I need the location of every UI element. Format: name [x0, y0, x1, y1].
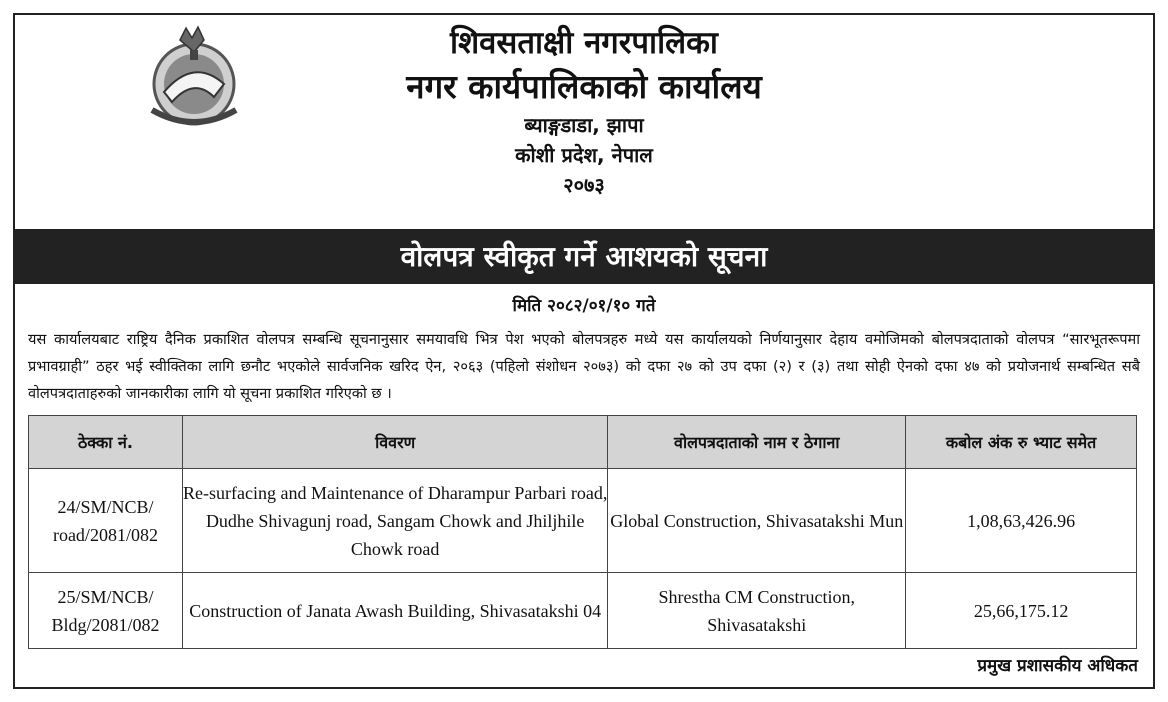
table-header-row: [29, 416, 1137, 469]
header-amount: कबोल अंक रु भ्याट समेत: [906, 416, 1137, 469]
contract-no-cell: 25/SM/NCB/ Bldg/2081/082: [29, 573, 183, 649]
contract-no-cell: 24/SM/NCB/ road/2081/082: [29, 469, 183, 573]
bidder-cell: Global Construction, Shivasatakshi Mun: [608, 469, 906, 573]
signature: प्रमुख प्रशासकीय अधिकत: [977, 656, 1138, 676]
office-name: नगर कार्यपालिकाको कार्यालय: [406, 67, 762, 106]
description-cell: Re-surfacing and Maintenance of Dharampur Parbari road, Dudhe Shivagunj road, Sangam Chowk and Jhiljhile Chowk road: [182, 469, 608, 573]
year: २०७३: [563, 173, 605, 197]
bidder-cell: Shrestha CM Construction, Shivasatakshi: [608, 573, 906, 649]
header-bidder: वोलपत्रदाताको नाम र ठेगाना: [608, 416, 906, 469]
table-row: [29, 573, 1137, 649]
notice-title-banner: वोलपत्र स्वीकृत गर्ने आशयको सूचना: [13, 229, 1155, 284]
province: कोशी प्रदेश, नेपाल: [515, 143, 653, 167]
header: [0, 22, 1168, 200]
bids-table: [28, 415, 1137, 649]
org-name: शिवसताक्षी नगरपालिका: [450, 25, 718, 61]
location: ब्याङ्गडाडा, झापा: [524, 113, 644, 137]
notice-body: यस कार्यालयबाट राष्ट्रिय दैनिक प्रकाशित वोलपत्र सम्बन्धि सूचनानुसार समयावधि भित्र पेश भएको बोलपत्रहरु मध्ये यस कार्यालयको निर्णयानुसार देहाय वमोजिमको बोलपत्रदाताको वोलपत्र “सारभूतरूपमा प्रभावग्राही” ठहर भई स्वीक्तिका लागि छनौट भएकोले सार्वजनिक खरिद ऐन, २०६३ (पहिलो संशोधन २०७३) को दफा २७ को उप दफा (२) र (३) तथा सोही ऐनको दफा ४७ को प्रयोजनार्थ सम्बन्धित सबै वोलपत्रदाताहरुको जानकारीका लागि यो सूचना प्रकाशित गरिएको छ ।: [28, 331, 1140, 402]
header-description: विवरण: [182, 416, 608, 469]
table-row: [29, 469, 1137, 573]
description-cell: Construction of Janata Awash Building, Shivasatakshi 04: [182, 573, 608, 649]
notice-date: मिति २०८२/०१/१० गते: [512, 296, 656, 316]
amount-cell: 1,08,63,426.96: [906, 469, 1137, 573]
header-contract-no: ठेक्का नं.: [29, 416, 183, 469]
amount-cell: 25,66,175.12: [906, 573, 1137, 649]
